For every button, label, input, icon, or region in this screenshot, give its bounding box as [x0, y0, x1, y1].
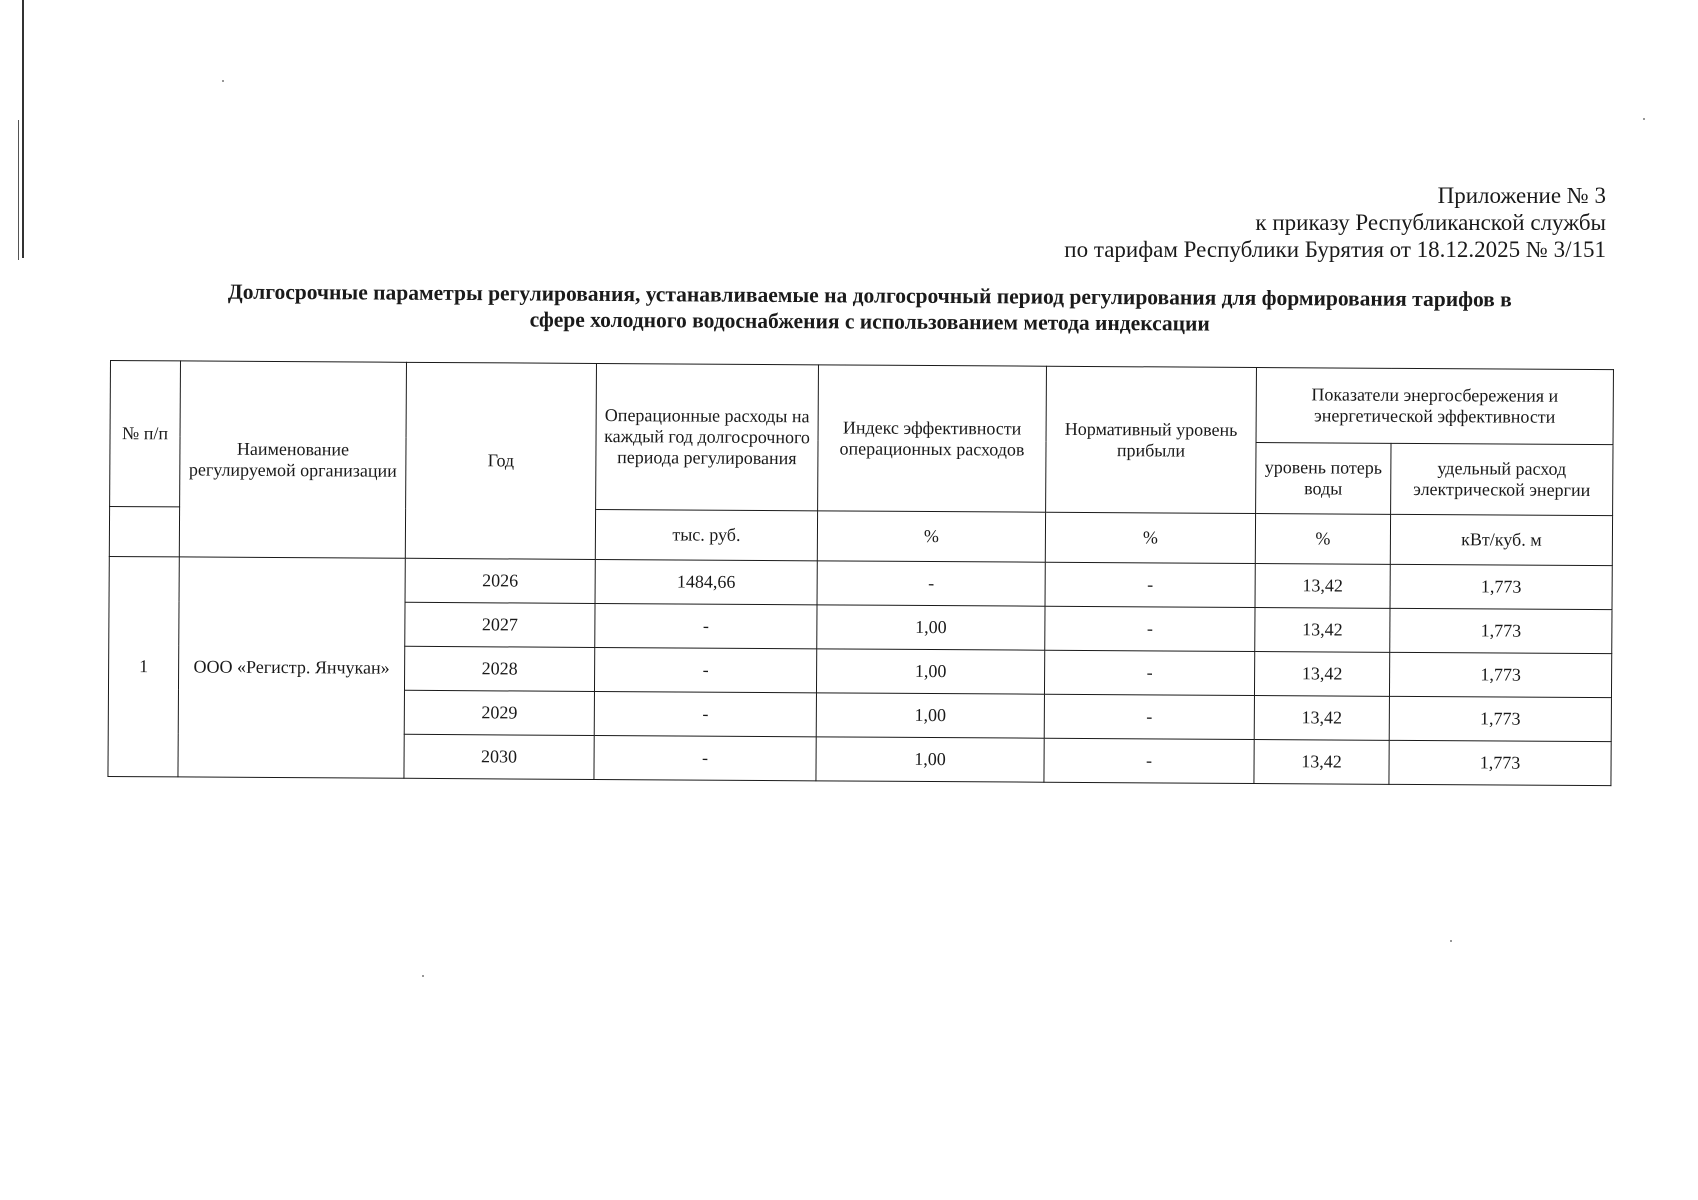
cell-opex: -	[594, 647, 816, 692]
document-title	[130, 278, 1610, 339]
parameters-table	[107, 360, 1614, 786]
cell-electricity: 1,773	[1390, 608, 1612, 653]
scan-speck	[1450, 940, 1452, 942]
cell-efficiency: 1,00	[817, 605, 1045, 650]
header-num: № п/п	[110, 361, 181, 507]
header-row	[110, 361, 1613, 445]
appendix-line: Приложение № 3	[1437, 183, 1606, 208]
cell-profit: -	[1045, 562, 1255, 607]
cell-efficiency: 1,00	[816, 737, 1044, 782]
unit-num-empty	[109, 507, 179, 557]
cell-opex: -	[594, 691, 816, 736]
scan-edge-line	[18, 120, 19, 260]
header-org-name: Наименование регулируемой организации	[179, 361, 406, 558]
unit-profit: %	[1045, 512, 1255, 563]
appendix-note	[1064, 182, 1606, 263]
cell-profit: -	[1044, 694, 1254, 739]
cell-electricity: 1,773	[1389, 696, 1611, 741]
header-year: Год	[405, 362, 596, 559]
title-line: Долгосрочные параметры регулирования, устанавливаемые на долгосрочный период регулирования для формирования тарифов в	[227, 279, 1512, 312]
title-line: сфере холодного водоснабжения с использованием метода индексации	[529, 307, 1210, 336]
header-efficiency-index: Индекс эффективности операционных расходов	[818, 365, 1047, 512]
cell-efficiency: 1,00	[816, 693, 1044, 738]
cell-water-loss: 13,42	[1255, 607, 1390, 652]
cell-year: 2029	[404, 690, 594, 735]
scan-speck	[222, 80, 224, 82]
cell-opex: -	[594, 735, 816, 780]
cell-efficiency: -	[817, 561, 1045, 606]
unit-water-loss: %	[1255, 514, 1390, 565]
org-name: ООО «Регистр. Янчукан»	[178, 557, 405, 778]
cell-profit: -	[1044, 650, 1254, 695]
cell-opex: -	[595, 603, 817, 648]
cell-year: 2026	[405, 558, 595, 603]
cell-electricity: 1,773	[1389, 740, 1611, 785]
cell-water-loss: 13,42	[1254, 739, 1389, 784]
cell-year: 2027	[405, 602, 595, 647]
scan-speck	[422, 975, 424, 977]
table-row	[109, 556, 1612, 609]
header-electricity: удельный расход электрической энергии	[1391, 443, 1613, 515]
cell-opex: 1484,66	[595, 559, 817, 604]
appendix-line: к приказу Республиканской службы	[1255, 210, 1606, 235]
cell-profit: -	[1044, 738, 1254, 783]
header-profit-level: Нормативный уровень прибыли	[1046, 366, 1257, 513]
cell-electricity: 1,773	[1390, 564, 1612, 609]
cell-water-loss: 13,42	[1254, 651, 1389, 696]
parameters-table-wrapper	[107, 360, 1614, 786]
cell-water-loss: 13,42	[1255, 563, 1390, 608]
unit-efficiency: %	[817, 511, 1045, 562]
cell-year: 2028	[404, 646, 594, 691]
cell-water-loss: 13,42	[1254, 695, 1389, 740]
header-opex: Операционные расходы на каждый год долгосрочного периода регулирования	[596, 363, 819, 510]
cell-year: 2030	[404, 734, 594, 779]
cell-electricity: 1,773	[1389, 652, 1611, 697]
cell-efficiency: 1,00	[816, 649, 1044, 694]
scan-speck	[1643, 118, 1645, 120]
scan-edge-line	[22, 0, 24, 258]
header-water-loss: уровень потерь воды	[1256, 443, 1391, 515]
org-number: 1	[108, 556, 179, 776]
cell-profit: -	[1045, 606, 1255, 651]
unit-opex: тыс. руб.	[595, 509, 817, 560]
unit-electricity: кВт/куб. м	[1390, 514, 1612, 565]
header-energy-indicators: Показатели энергосбережения и энергетической эффективности	[1256, 368, 1613, 445]
appendix-line: по тарифам Республики Бурятия от 18.12.2025 № 3/151	[1064, 237, 1606, 262]
